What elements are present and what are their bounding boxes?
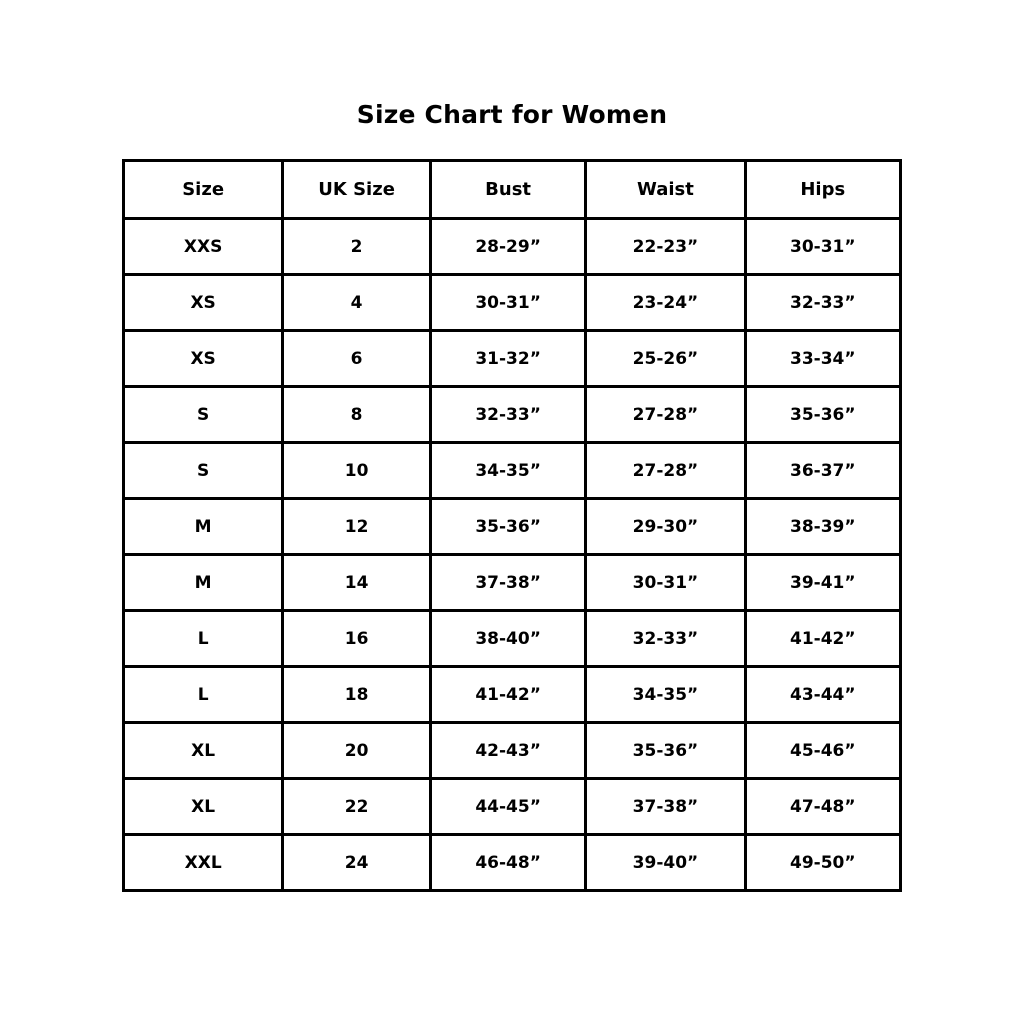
table-row <box>124 443 901 499</box>
table-row <box>124 331 901 387</box>
cell-waist: 34-35” <box>586 667 745 723</box>
cell-hips: 49-50” <box>745 835 900 891</box>
cell-hips: 41-42” <box>745 611 900 667</box>
cell-waist: 27-28” <box>586 387 745 443</box>
cell-hips: 32-33” <box>745 275 900 331</box>
cell-bust: 35-36” <box>430 499 585 555</box>
cell-size: XL <box>124 723 283 779</box>
cell-size: XXL <box>124 835 283 891</box>
size-table-container <box>122 159 902 892</box>
cell-hips: 36-37” <box>745 443 900 499</box>
cell-waist: 29-30” <box>586 499 745 555</box>
cell-size: XS <box>124 275 283 331</box>
cell-uk-size: 4 <box>283 275 431 331</box>
cell-bust: 42-43” <box>430 723 585 779</box>
cell-uk-size: 14 <box>283 555 431 611</box>
cell-uk-size: 10 <box>283 443 431 499</box>
table-header-row <box>124 161 901 219</box>
table-row <box>124 499 901 555</box>
cell-bust: 34-35” <box>430 443 585 499</box>
cell-hips: 35-36” <box>745 387 900 443</box>
cell-uk-size: 22 <box>283 779 431 835</box>
cell-waist: 27-28” <box>586 443 745 499</box>
cell-bust: 28-29” <box>430 219 585 275</box>
column-header-waist: Waist <box>586 161 745 219</box>
table-row <box>124 275 901 331</box>
table-row <box>124 835 901 891</box>
page-title: Size Chart for Women <box>356 100 668 129</box>
cell-size: M <box>124 555 283 611</box>
cell-uk-size: 6 <box>283 331 431 387</box>
cell-bust: 41-42” <box>430 667 585 723</box>
column-header-size: Size <box>124 161 283 219</box>
cell-size: XS <box>124 331 283 387</box>
cell-hips: 33-34” <box>745 331 900 387</box>
cell-bust: 32-33” <box>430 387 585 443</box>
table-row <box>124 555 901 611</box>
cell-size: L <box>124 667 283 723</box>
cell-bust: 30-31” <box>430 275 585 331</box>
cell-waist: 39-40” <box>586 835 745 891</box>
cell-waist: 37-38” <box>586 779 745 835</box>
cell-size: L <box>124 611 283 667</box>
cell-waist: 32-33” <box>586 611 745 667</box>
cell-bust: 46-48” <box>430 835 585 891</box>
cell-hips: 39-41” <box>745 555 900 611</box>
cell-size: S <box>124 443 283 499</box>
column-header-uk-size: UK Size <box>283 161 431 219</box>
cell-bust: 31-32” <box>430 331 585 387</box>
cell-waist: 35-36” <box>586 723 745 779</box>
cell-uk-size: 2 <box>283 219 431 275</box>
table-row <box>124 387 901 443</box>
cell-uk-size: 18 <box>283 667 431 723</box>
cell-bust: 38-40” <box>430 611 585 667</box>
table-row <box>124 611 901 667</box>
cell-uk-size: 24 <box>283 835 431 891</box>
cell-hips: 38-39” <box>745 499 900 555</box>
cell-waist: 23-24” <box>586 275 745 331</box>
table-row <box>124 667 901 723</box>
cell-hips: 47-48” <box>745 779 900 835</box>
cell-size: M <box>124 499 283 555</box>
table-row <box>124 219 901 275</box>
cell-uk-size: 20 <box>283 723 431 779</box>
column-header-bust: Bust <box>430 161 585 219</box>
cell-uk-size: 8 <box>283 387 431 443</box>
size-chart-table <box>122 159 902 892</box>
column-header-hips: Hips <box>745 161 900 219</box>
cell-uk-size: 16 <box>283 611 431 667</box>
cell-size: S <box>124 387 283 443</box>
cell-bust: 44-45” <box>430 779 585 835</box>
cell-uk-size: 12 <box>283 499 431 555</box>
table-row <box>124 779 901 835</box>
cell-hips: 30-31” <box>745 219 900 275</box>
cell-size: XXS <box>124 219 283 275</box>
cell-hips: 45-46” <box>745 723 900 779</box>
cell-size: XL <box>124 779 283 835</box>
cell-bust: 37-38” <box>430 555 585 611</box>
cell-waist: 22-23” <box>586 219 745 275</box>
cell-hips: 43-44” <box>745 667 900 723</box>
cell-waist: 30-31” <box>586 555 745 611</box>
cell-waist: 25-26” <box>586 331 745 387</box>
table-row <box>124 723 901 779</box>
